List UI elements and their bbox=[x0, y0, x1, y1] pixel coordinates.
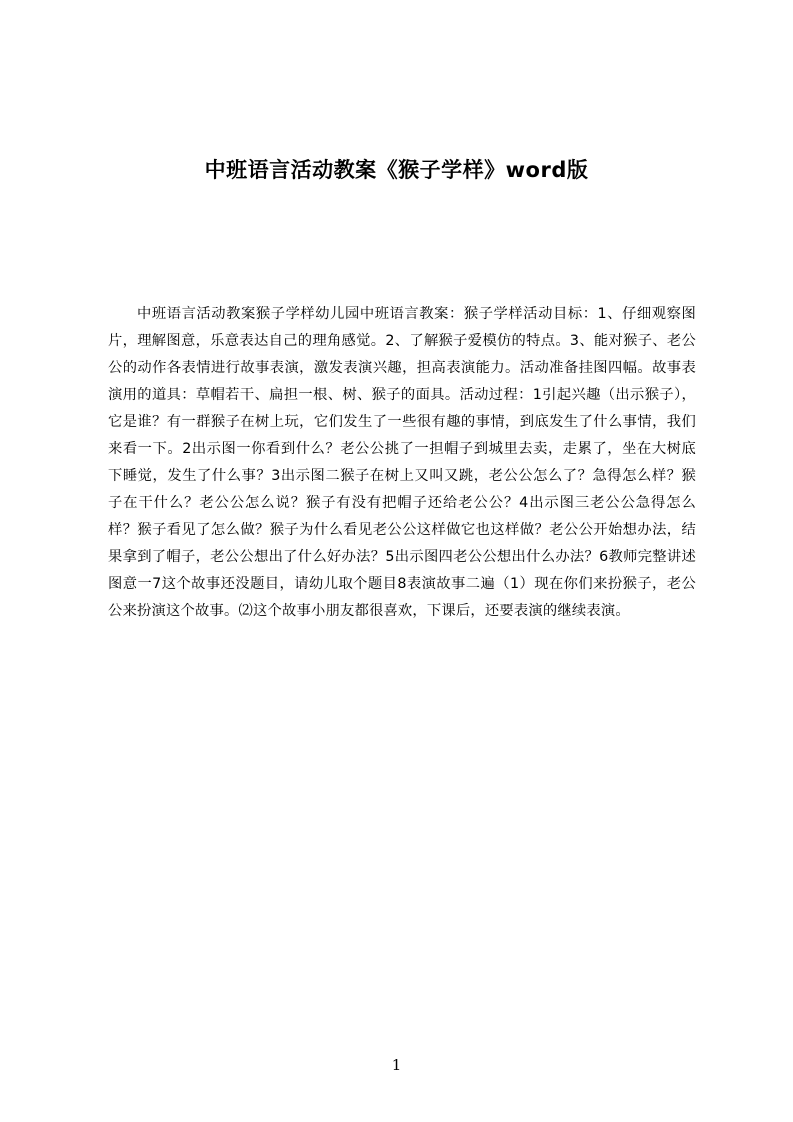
body-paragraph: 中班语言活动教案猴子学样幼儿园中班语言教案：猴子学样活动目标：1、仔细观察图片，理解图意，乐意表达自己的理角感觉。2、了解猴子爱模仿的特点。3、能对猴子、老公公的动作各表情进行故事表演，激发表演兴趣，担高表演能力。活动准备挂图四幅。故事表演用的道具：草帽若干、扁担一根、树、猴子的面具。活动过程：1引起兴趣（出示猴子），它是谁？有一群猴子在树上玩，它们发生了一些很有趣的事情，到底发生了什么事情，我们来看一下。2出示图一你看到什么？老公公挑了一担帽子到城里去卖，走累了，坐在大树底下睡觉，发生了什么事？3出示图二猴子在树上又叫又跳，老公公怎么了？急得怎么样？猴子在干什么？老公公怎么说？猴子有没有把帽子还给老公公？4出示图三老公公急得怎么样？猴子看见了怎么做？猴子为什么看见老公公这样做它也这样做？老公公开始想办法，结果拿到了帽子，老公公想出了什么好办法？5出示图四老公公想出什么办法？6教师完整讲述图意一7这个故事还没题目，请幼儿取个题目8表演故事二遍（1）现在你们来扮猴子，老公公来扮演这个故事。⑵这个故事小朋友都很喜欢，下课后，还要表演的继续表演。 bbox=[108, 306, 696, 620]
page-title: 中班语言活动教案《猴子学样》word版 bbox=[204, 158, 589, 183]
page-number: 1 bbox=[391, 1056, 402, 1074]
